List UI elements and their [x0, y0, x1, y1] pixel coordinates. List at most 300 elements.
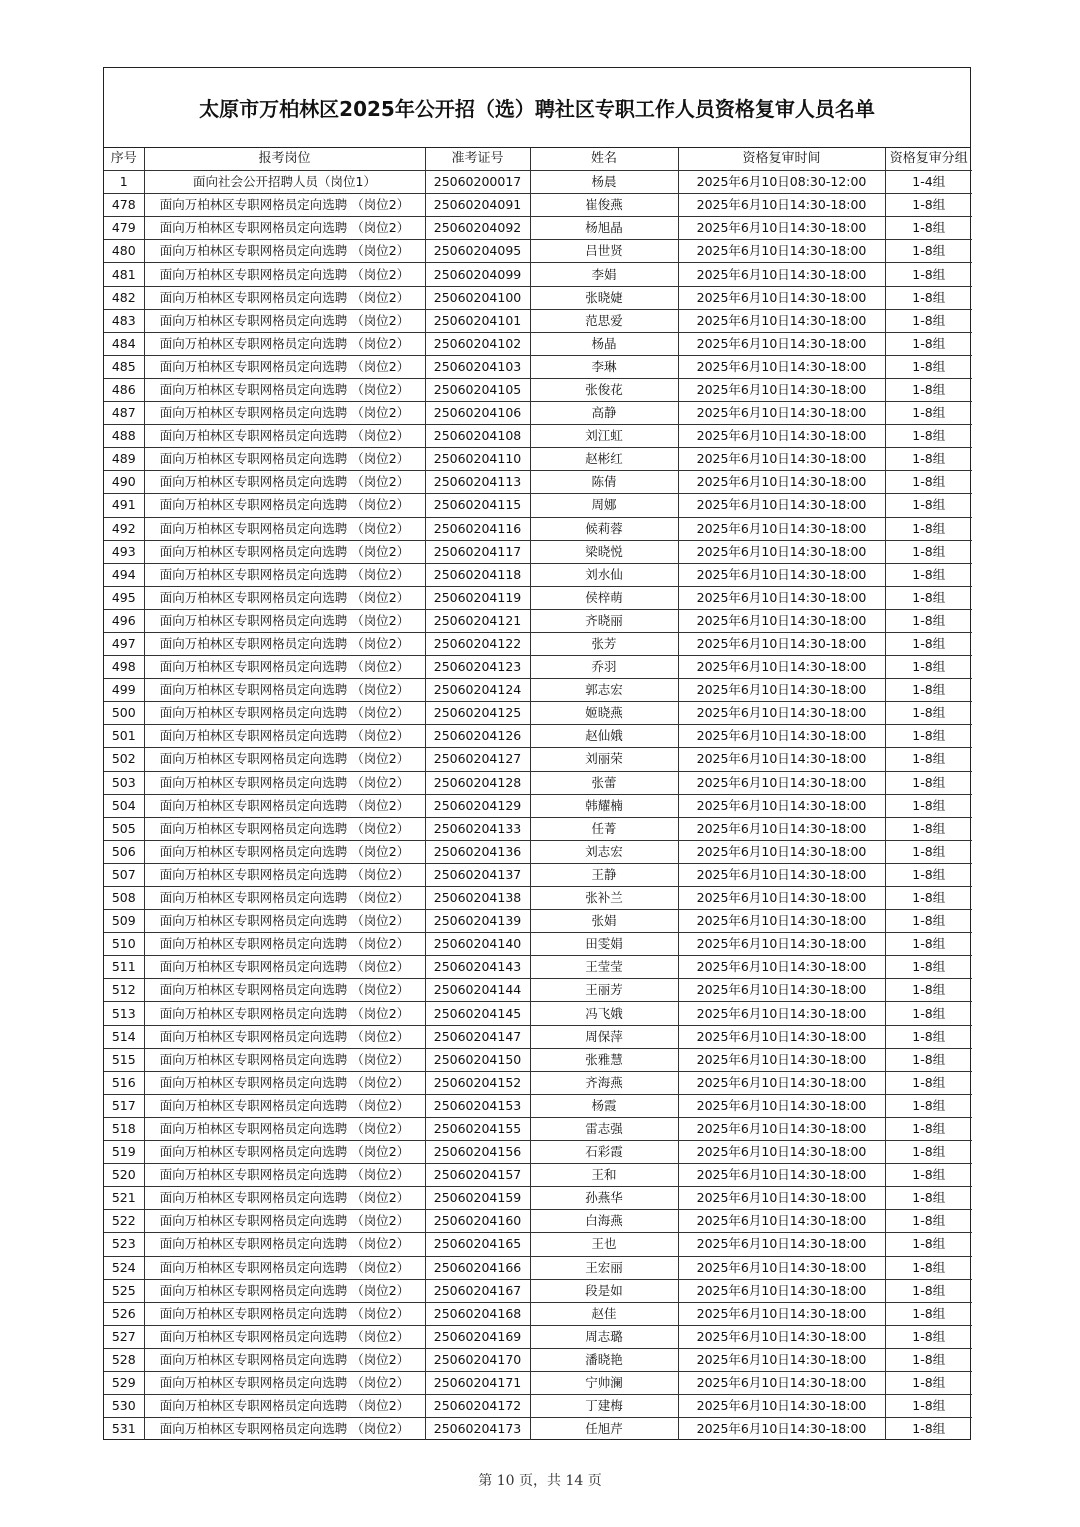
- cell-position: 面向万柏林区专职网格员定向选聘 （岗位2）: [144, 910, 425, 933]
- cell-exam-number: 25060204143: [425, 956, 530, 979]
- cell-position: 面向万柏林区专职网格员定向选聘 （岗位2）: [144, 240, 425, 263]
- cell-position: 面向万柏林区专职网格员定向选聘 （岗位2）: [144, 794, 425, 817]
- cell-review-group: 1-8组: [885, 1117, 972, 1140]
- cell-review-time: 2025年6月10日14:30-18:00: [678, 979, 885, 1002]
- cell-index: 514: [104, 1025, 144, 1048]
- cell-review-time: 2025年6月10日14:30-18:00: [678, 1325, 885, 1348]
- cell-review-time: 2025年6月10日14:30-18:00: [678, 609, 885, 632]
- table-row: [104, 171, 972, 194]
- cell-name: 张补兰: [530, 887, 678, 910]
- cell-index: 518: [104, 1117, 144, 1140]
- cell-exam-number: 25060204116: [425, 517, 530, 540]
- table-row: [104, 840, 972, 863]
- cell-position: 面向万柏林区专职网格员定向选聘 （岗位2）: [144, 217, 425, 240]
- cell-name: 王莹莹: [530, 956, 678, 979]
- table-row: [104, 1256, 972, 1279]
- table-row: [104, 1279, 972, 1302]
- cell-review-time: 2025年6月10日14:30-18:00: [678, 840, 885, 863]
- cell-review-time: 2025年6月10日14:30-18:00: [678, 425, 885, 448]
- cell-name: 高静: [530, 402, 678, 425]
- cell-review-time: 2025年6月10日14:30-18:00: [678, 1141, 885, 1164]
- cell-review-group: 1-8组: [885, 586, 972, 609]
- table-header-row: [104, 148, 972, 171]
- cell-position: 面向万柏林区专职网格员定向选聘 （岗位2）: [144, 494, 425, 517]
- cell-review-group: 1-8组: [885, 1071, 972, 1094]
- cell-exam-number: 25060204103: [425, 355, 530, 378]
- cell-review-group: 1-8组: [885, 632, 972, 655]
- cell-index: 522: [104, 1210, 144, 1233]
- header-position: 报考岗位: [144, 148, 425, 171]
- cell-review-group: 1-8组: [885, 1371, 972, 1394]
- table-row: [104, 748, 972, 771]
- cell-exam-number: 25060204133: [425, 817, 530, 840]
- cell-review-time: 2025年6月10日14:30-18:00: [678, 1164, 885, 1187]
- cell-name: 赵仙娥: [530, 725, 678, 748]
- cell-index: 499: [104, 679, 144, 702]
- cell-index: 498: [104, 656, 144, 679]
- cell-name: 韩耀楠: [530, 794, 678, 817]
- cell-index: 523: [104, 1233, 144, 1256]
- table-row: [104, 586, 972, 609]
- cell-review-group: 1-8组: [885, 494, 972, 517]
- cell-index: 509: [104, 910, 144, 933]
- cell-name: 任菁: [530, 817, 678, 840]
- cell-name: 齐晓丽: [530, 609, 678, 632]
- cell-review-group: 1-8组: [885, 194, 972, 217]
- cell-name: 王和: [530, 1164, 678, 1187]
- cell-name: 周娜: [530, 494, 678, 517]
- cell-review-time: 2025年6月10日14:30-18:00: [678, 956, 885, 979]
- cell-position: 面向万柏林区专职网格员定向选聘 （岗位2）: [144, 448, 425, 471]
- cell-index: 495: [104, 586, 144, 609]
- cell-index: 516: [104, 1071, 144, 1094]
- cell-exam-number: 25060204150: [425, 1048, 530, 1071]
- cell-exam-number: 25060204144: [425, 979, 530, 1002]
- cell-name: 刘水仙: [530, 563, 678, 586]
- cell-review-time: 2025年6月10日14:30-18:00: [678, 1048, 885, 1071]
- cell-exam-number: 25060204091: [425, 194, 530, 217]
- cell-review-group: 1-8组: [885, 679, 972, 702]
- cell-review-time: 2025年6月10日14:30-18:00: [678, 517, 885, 540]
- cell-index: 482: [104, 286, 144, 309]
- cell-index: 530: [104, 1395, 144, 1418]
- cell-name: 王也: [530, 1233, 678, 1256]
- table-row: [104, 1395, 972, 1418]
- table-row: [104, 702, 972, 725]
- cell-review-group: 1-8组: [885, 240, 972, 263]
- cell-name: 郭志宏: [530, 679, 678, 702]
- cell-review-group: 1-8组: [885, 1025, 972, 1048]
- cell-index: 506: [104, 840, 144, 863]
- table-row: [104, 1048, 972, 1071]
- table-row: [104, 609, 972, 632]
- cell-position: 面向万柏林区专职网格员定向选聘 （岗位2）: [144, 933, 425, 956]
- cell-position: 面向万柏林区专职网格员定向选聘 （岗位2）: [144, 1164, 425, 1187]
- cell-name: 孙燕华: [530, 1187, 678, 1210]
- cell-exam-number: 25060204123: [425, 656, 530, 679]
- cell-review-time: 2025年6月10日14:30-18:00: [678, 1071, 885, 1094]
- cell-review-group: 1-8组: [885, 1187, 972, 1210]
- cell-review-time: 2025年6月10日14:30-18:00: [678, 332, 885, 355]
- table-row: [104, 194, 972, 217]
- cell-exam-number: 25060204160: [425, 1210, 530, 1233]
- cell-review-group: 1-8组: [885, 1395, 972, 1418]
- cell-name: 杨旭晶: [530, 217, 678, 240]
- cell-position: 面向万柏林区专职网格员定向选聘 （岗位2）: [144, 748, 425, 771]
- table-body: [104, 171, 972, 1441]
- cell-name: 张芳: [530, 632, 678, 655]
- table-row: [104, 1302, 972, 1325]
- cell-index: 508: [104, 887, 144, 910]
- cell-review-group: 1-8组: [885, 563, 972, 586]
- cell-review-time: 2025年6月10日14:30-18:00: [678, 933, 885, 956]
- cell-review-time: 2025年6月10日14:30-18:00: [678, 656, 885, 679]
- table-row: [104, 240, 972, 263]
- cell-exam-number: 25060204145: [425, 1002, 530, 1025]
- cell-review-time: 2025年6月10日14:30-18:00: [678, 1117, 885, 1140]
- cell-review-group: 1-8组: [885, 1325, 972, 1348]
- cell-review-group: 1-8组: [885, 1256, 972, 1279]
- cell-exam-number: 25060204113: [425, 471, 530, 494]
- cell-review-group: 1-8组: [885, 1279, 972, 1302]
- cell-exam-number: 25060204136: [425, 840, 530, 863]
- table-row: [104, 1233, 972, 1256]
- cell-review-time: 2025年6月10日14:30-18:00: [678, 1210, 885, 1233]
- page-footer: 第 10 页，共 14 页: [478, 1473, 602, 1489]
- cell-review-group: 1-8组: [885, 1210, 972, 1233]
- cell-name: 赵彬红: [530, 448, 678, 471]
- table-row: [104, 1187, 972, 1210]
- cell-name: 崔俊燕: [530, 194, 678, 217]
- cell-name: 雷志强: [530, 1117, 678, 1140]
- cell-index: 531: [104, 1418, 144, 1441]
- cell-name: 李娟: [530, 263, 678, 286]
- cell-name: 侯梓萌: [530, 586, 678, 609]
- cell-index: 501: [104, 725, 144, 748]
- cell-position: 面向万柏林区专职网格员定向选聘 （岗位2）: [144, 1256, 425, 1279]
- cell-name: 杨晶: [530, 332, 678, 355]
- table-row: [104, 1094, 972, 1117]
- cell-review-group: 1-8组: [885, 402, 972, 425]
- table-row: [104, 794, 972, 817]
- cell-review-group: 1-8组: [885, 609, 972, 632]
- cell-review-group: 1-8组: [885, 748, 972, 771]
- cell-position: 面向万柏林区专职网格员定向选聘 （岗位2）: [144, 702, 425, 725]
- table-row: [104, 933, 972, 956]
- cell-position: 面向万柏林区专职网格员定向选聘 （岗位2）: [144, 1071, 425, 1094]
- table-row: [104, 286, 972, 309]
- cell-review-time: 2025年6月10日14:30-18:00: [678, 263, 885, 286]
- cell-exam-number: 25060204102: [425, 332, 530, 355]
- table-row: [104, 1002, 972, 1025]
- cell-name: 齐海燕: [530, 1071, 678, 1094]
- cell-review-time: 2025年6月10日14:30-18:00: [678, 702, 885, 725]
- cell-review-group: 1-8组: [885, 656, 972, 679]
- cell-position: 面向万柏林区专职网格员定向选聘 （岗位2）: [144, 1187, 425, 1210]
- cell-position: 面向万柏林区专职网格员定向选聘 （岗位2）: [144, 1048, 425, 1071]
- cell-review-time: 2025年6月10日14:30-18:00: [678, 1302, 885, 1325]
- cell-exam-number: 25060204172: [425, 1395, 530, 1418]
- cell-position: 面向万柏林区专职网格员定向选聘 （岗位2）: [144, 194, 425, 217]
- cell-exam-number: 25060204155: [425, 1117, 530, 1140]
- table-row: [104, 910, 972, 933]
- cell-review-time: 2025年6月10日14:30-18:00: [678, 794, 885, 817]
- cell-review-group: 1-8组: [885, 448, 972, 471]
- table-row: [104, 378, 972, 401]
- table-row: [104, 517, 972, 540]
- cell-review-time: 2025年6月10日14:30-18:00: [678, 1002, 885, 1025]
- cell-review-time: 2025年6月10日14:30-18:00: [678, 887, 885, 910]
- table-row: [104, 332, 972, 355]
- cell-review-group: 1-8组: [885, 933, 972, 956]
- cell-exam-number: 25060204095: [425, 240, 530, 263]
- cell-review-time: 2025年6月10日14:30-18:00: [678, 910, 885, 933]
- cell-index: 520: [104, 1164, 144, 1187]
- cell-position: 面向万柏林区专职网格员定向选聘 （岗位2）: [144, 1002, 425, 1025]
- cell-review-group: 1-8组: [885, 725, 972, 748]
- cell-name: 梁晓悦: [530, 540, 678, 563]
- table-row: [104, 656, 972, 679]
- cell-position: 面向万柏林区专职网格员定向选聘 （岗位2）: [144, 1025, 425, 1048]
- cell-position: 面向万柏林区专职网格员定向选聘 （岗位2）: [144, 979, 425, 1002]
- cell-name: 丁建梅: [530, 1395, 678, 1418]
- cell-review-group: 1-8组: [885, 840, 972, 863]
- table-row: [104, 471, 972, 494]
- cell-position: 面向万柏林区专职网格员定向选聘 （岗位2）: [144, 771, 425, 794]
- cell-review-group: 1-8组: [885, 355, 972, 378]
- cell-name: 赵佳: [530, 1302, 678, 1325]
- cell-exam-number: 25060204118: [425, 563, 530, 586]
- cell-position: 面向万柏林区专职网格员定向选聘 （岗位2）: [144, 1117, 425, 1140]
- cell-position: 面向万柏林区专职网格员定向选聘 （岗位2）: [144, 309, 425, 332]
- cell-index: 483: [104, 309, 144, 332]
- cell-review-time: 2025年6月10日14:30-18:00: [678, 448, 885, 471]
- cell-position: 面向社会公开招聘人员（岗位1）: [144, 171, 425, 194]
- cell-exam-number: 25060204105: [425, 378, 530, 401]
- document-title: 太原市万柏林区2025年公开招（选）聘社区专职工作人员资格复审人员名单: [104, 68, 970, 148]
- cell-review-time: 2025年6月10日14:30-18:00: [678, 217, 885, 240]
- cell-index: 479: [104, 217, 144, 240]
- cell-index: 481: [104, 263, 144, 286]
- cell-exam-number: 25060204157: [425, 1164, 530, 1187]
- cell-review-time: 2025年6月10日14:30-18:00: [678, 563, 885, 586]
- cell-name: 杨霞: [530, 1094, 678, 1117]
- cell-review-time: 2025年6月10日14:30-18:00: [678, 309, 885, 332]
- cell-index: 485: [104, 355, 144, 378]
- cell-exam-number: 25060204153: [425, 1094, 530, 1117]
- table-row: [104, 1371, 972, 1394]
- cell-review-time: 2025年6月10日14:30-18:00: [678, 194, 885, 217]
- cell-review-group: 1-8组: [885, 425, 972, 448]
- cell-exam-number: 25060204119: [425, 586, 530, 609]
- cell-name: 白海燕: [530, 1210, 678, 1233]
- cell-review-group: 1-8组: [885, 887, 972, 910]
- cell-review-time: 2025年6月10日14:30-18:00: [678, 771, 885, 794]
- table-row: [104, 355, 972, 378]
- cell-review-time: 2025年6月10日14:30-18:00: [678, 1094, 885, 1117]
- cell-index: 513: [104, 1002, 144, 1025]
- cell-index: 492: [104, 517, 144, 540]
- cell-position: 面向万柏林区专职网格员定向选聘 （岗位2）: [144, 471, 425, 494]
- cell-index: 512: [104, 979, 144, 1002]
- cell-name: 李琳: [530, 355, 678, 378]
- cell-review-time: 2025年6月10日14:30-18:00: [678, 402, 885, 425]
- cell-exam-number: 25060204137: [425, 863, 530, 886]
- cell-position: 面向万柏林区专职网格员定向选聘 （岗位2）: [144, 840, 425, 863]
- cell-name: 吕世贤: [530, 240, 678, 263]
- cell-name: 张蕾: [530, 771, 678, 794]
- cell-position: 面向万柏林区专职网格员定向选聘 （岗位2）: [144, 1418, 425, 1441]
- cell-index: 521: [104, 1187, 144, 1210]
- header-review-group: 资格复审分组: [885, 148, 972, 171]
- cell-exam-number: 25060204171: [425, 1371, 530, 1394]
- table-row: [104, 1025, 972, 1048]
- cell-review-time: 2025年6月10日14:30-18:00: [678, 1395, 885, 1418]
- cell-review-group: 1-8组: [885, 471, 972, 494]
- cell-exam-number: 25060204169: [425, 1325, 530, 1348]
- cell-index: 502: [104, 748, 144, 771]
- header-index: 序号: [104, 148, 144, 171]
- cell-index: 503: [104, 771, 144, 794]
- cell-index: 480: [104, 240, 144, 263]
- cell-exam-number: 25060204101: [425, 309, 530, 332]
- cell-index: 517: [104, 1094, 144, 1117]
- cell-name: 张娟: [530, 910, 678, 933]
- cell-index: 504: [104, 794, 144, 817]
- cell-exam-number: 25060204168: [425, 1302, 530, 1325]
- cell-exam-number: 25060204115: [425, 494, 530, 517]
- table-row: [104, 1117, 972, 1140]
- cell-name: 陈倩: [530, 471, 678, 494]
- cell-position: 面向万柏林区专职网格员定向选聘 （岗位2）: [144, 817, 425, 840]
- cell-exam-number: 25060204152: [425, 1071, 530, 1094]
- cell-review-group: 1-8组: [885, 702, 972, 725]
- table-row: [104, 725, 972, 748]
- cell-exam-number: 25060204127: [425, 748, 530, 771]
- table-row: [104, 494, 972, 517]
- table-row: [104, 1210, 972, 1233]
- table-row: [104, 887, 972, 910]
- cell-review-time: 2025年6月10日14:30-18:00: [678, 1418, 885, 1441]
- cell-exam-number: 25060204165: [425, 1233, 530, 1256]
- cell-review-time: 2025年6月10日14:30-18:00: [678, 1187, 885, 1210]
- table-row: [104, 1325, 972, 1348]
- table-row: [104, 1348, 972, 1371]
- cell-index: 489: [104, 448, 144, 471]
- cell-index: 528: [104, 1348, 144, 1371]
- cell-name: 潘晓艳: [530, 1348, 678, 1371]
- cell-name: 刘江虹: [530, 425, 678, 448]
- cell-review-group: 1-8组: [885, 1094, 972, 1117]
- cell-name: 张雅慧: [530, 1048, 678, 1071]
- cell-name: 杨晨: [530, 171, 678, 194]
- cell-exam-number: 25060204166: [425, 1256, 530, 1279]
- cell-position: 面向万柏林区专职网格员定向选聘 （岗位2）: [144, 1395, 425, 1418]
- table-row: [104, 309, 972, 332]
- header-review-time: 资格复审时间: [678, 148, 885, 171]
- table-row: [104, 1141, 972, 1164]
- cell-review-group: 1-8组: [885, 979, 972, 1002]
- cell-review-group: 1-8组: [885, 517, 972, 540]
- cell-index: 500: [104, 702, 144, 725]
- cell-position: 面向万柏林区专职网格员定向选聘 （岗位2）: [144, 517, 425, 540]
- cell-index: 1: [104, 171, 144, 194]
- cell-review-time: 2025年6月10日14:30-18:00: [678, 286, 885, 309]
- cell-exam-number: 25060204139: [425, 910, 530, 933]
- cell-exam-number: 25060204173: [425, 1418, 530, 1441]
- cell-name: 王静: [530, 863, 678, 886]
- cell-exam-number: 25060204159: [425, 1187, 530, 1210]
- cell-review-time: 2025年6月10日14:30-18:00: [678, 1348, 885, 1371]
- cell-position: 面向万柏林区专职网格员定向选聘 （岗位2）: [144, 1094, 425, 1117]
- cell-review-time: 2025年6月10日14:30-18:00: [678, 863, 885, 886]
- cell-review-time: 2025年6月10日14:30-18:00: [678, 1256, 885, 1279]
- cell-review-group: 1-8组: [885, 1002, 972, 1025]
- cell-position: 面向万柏林区专职网格员定向选聘 （岗位2）: [144, 540, 425, 563]
- cell-position: 面向万柏林区专职网格员定向选聘 （岗位2）: [144, 609, 425, 632]
- cell-review-time: 2025年6月10日14:30-18:00: [678, 586, 885, 609]
- cell-name: 候莉蓉: [530, 517, 678, 540]
- table-row: [104, 632, 972, 655]
- cell-review-group: 1-8组: [885, 263, 972, 286]
- cell-index: 486: [104, 378, 144, 401]
- cell-exam-number: 25060204128: [425, 771, 530, 794]
- cell-position: 面向万柏林区专职网格员定向选聘 （岗位2）: [144, 1325, 425, 1348]
- cell-review-group: 1-8组: [885, 1048, 972, 1071]
- cell-review-time: 2025年6月10日14:30-18:00: [678, 240, 885, 263]
- cell-name: 周保萍: [530, 1025, 678, 1048]
- cell-index: 529: [104, 1371, 144, 1394]
- cell-exam-number: 25060204099: [425, 263, 530, 286]
- cell-review-group: 1-8组: [885, 1164, 972, 1187]
- cell-exam-number: 25060204147: [425, 1025, 530, 1048]
- cell-position: 面向万柏林区专职网格员定向选聘 （岗位2）: [144, 725, 425, 748]
- cell-position: 面向万柏林区专职网格员定向选聘 （岗位2）: [144, 632, 425, 655]
- table-row: [104, 1164, 972, 1187]
- cell-position: 面向万柏林区专职网格员定向选聘 （岗位2）: [144, 402, 425, 425]
- cell-index: 507: [104, 863, 144, 886]
- cell-review-time: 2025年6月10日14:30-18:00: [678, 725, 885, 748]
- table-row: [104, 817, 972, 840]
- cell-review-time: 2025年6月10日14:30-18:00: [678, 1371, 885, 1394]
- cell-review-group: 1-8组: [885, 910, 972, 933]
- cell-review-time: 2025年6月10日08:30-12:00: [678, 171, 885, 194]
- cell-name: 范思爱: [530, 309, 678, 332]
- cell-exam-number: 25060204124: [425, 679, 530, 702]
- cell-review-time: 2025年6月10日14:30-18:00: [678, 378, 885, 401]
- cell-position: 面向万柏林区专职网格员定向选聘 （岗位2）: [144, 586, 425, 609]
- applicant-table: [104, 148, 972, 1440]
- cell-index: 527: [104, 1325, 144, 1348]
- cell-index: 519: [104, 1141, 144, 1164]
- table-row: [104, 771, 972, 794]
- cell-review-group: 1-8组: [885, 1348, 972, 1371]
- cell-name: 刘志宏: [530, 840, 678, 863]
- cell-exam-number: 25060204138: [425, 887, 530, 910]
- cell-position: 面向万柏林区专职网格员定向选聘 （岗位2）: [144, 863, 425, 886]
- cell-exam-number: 25060200017: [425, 171, 530, 194]
- cell-review-group: 1-8组: [885, 863, 972, 886]
- cell-review-time: 2025年6月10日14:30-18:00: [678, 1233, 885, 1256]
- cell-index: 496: [104, 609, 144, 632]
- cell-exam-number: 25060204110: [425, 448, 530, 471]
- cell-review-group: 1-8组: [885, 309, 972, 332]
- cell-position: 面向万柏林区专职网格员定向选聘 （岗位2）: [144, 1302, 425, 1325]
- cell-exam-number: 25060204122: [425, 632, 530, 655]
- cell-name: 任旭芹: [530, 1418, 678, 1441]
- cell-review-time: 2025年6月10日14:30-18:00: [678, 494, 885, 517]
- cell-review-group: 1-8组: [885, 817, 972, 840]
